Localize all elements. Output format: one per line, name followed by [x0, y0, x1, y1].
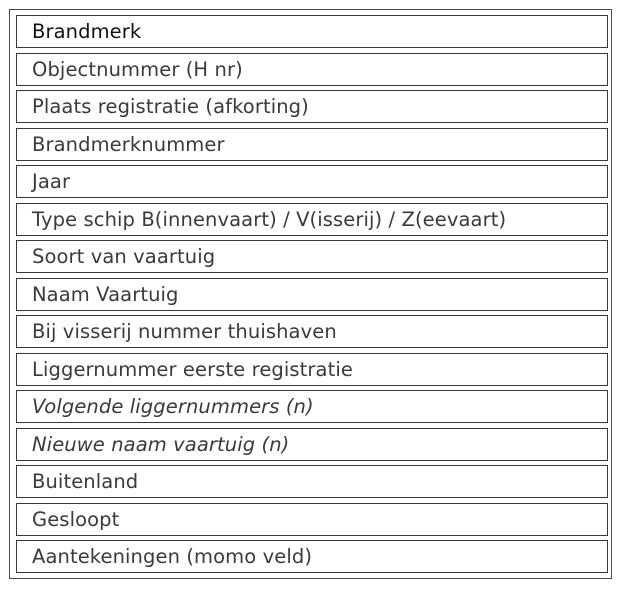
table-row-buitenland: Buitenland — [16, 465, 608, 498]
table-row-soort-vaartuig: Soort van vaartuig — [16, 240, 608, 273]
table-row-aantekeningen: Aantekeningen (momo veld) — [16, 540, 608, 573]
table-row-gesloopt: Gesloopt — [16, 503, 608, 536]
table-row-type-schip: Type schip B(innenvaart) / V(isserij) / Z(eevaart) — [16, 203, 608, 236]
table-row-nieuwe-naam: Nieuwe naam vaartuig (n) — [16, 428, 608, 461]
table-row-objectnummer: Objectnummer (H nr) — [16, 53, 608, 86]
table-row-naam-vaartuig: Naam Vaartuig — [16, 278, 608, 311]
table-row-liggernummer-eerste: Liggernummer eerste registratie — [16, 353, 608, 386]
table-row-plaats-registratie: Plaats registratie (afkorting) — [16, 90, 608, 123]
table-row-jaar: Jaar — [16, 165, 608, 198]
table-row-thuishaven: Bij visserij nummer thuishaven — [16, 315, 608, 348]
field-list — [16, 15, 608, 578]
table-row-brandmerknummer: Brandmerknummer — [16, 128, 608, 161]
table-row-volgende-liggernummers: Volgende liggernummers (n) — [16, 390, 608, 423]
table-row-brandmerk: Brandmerk — [16, 15, 608, 48]
